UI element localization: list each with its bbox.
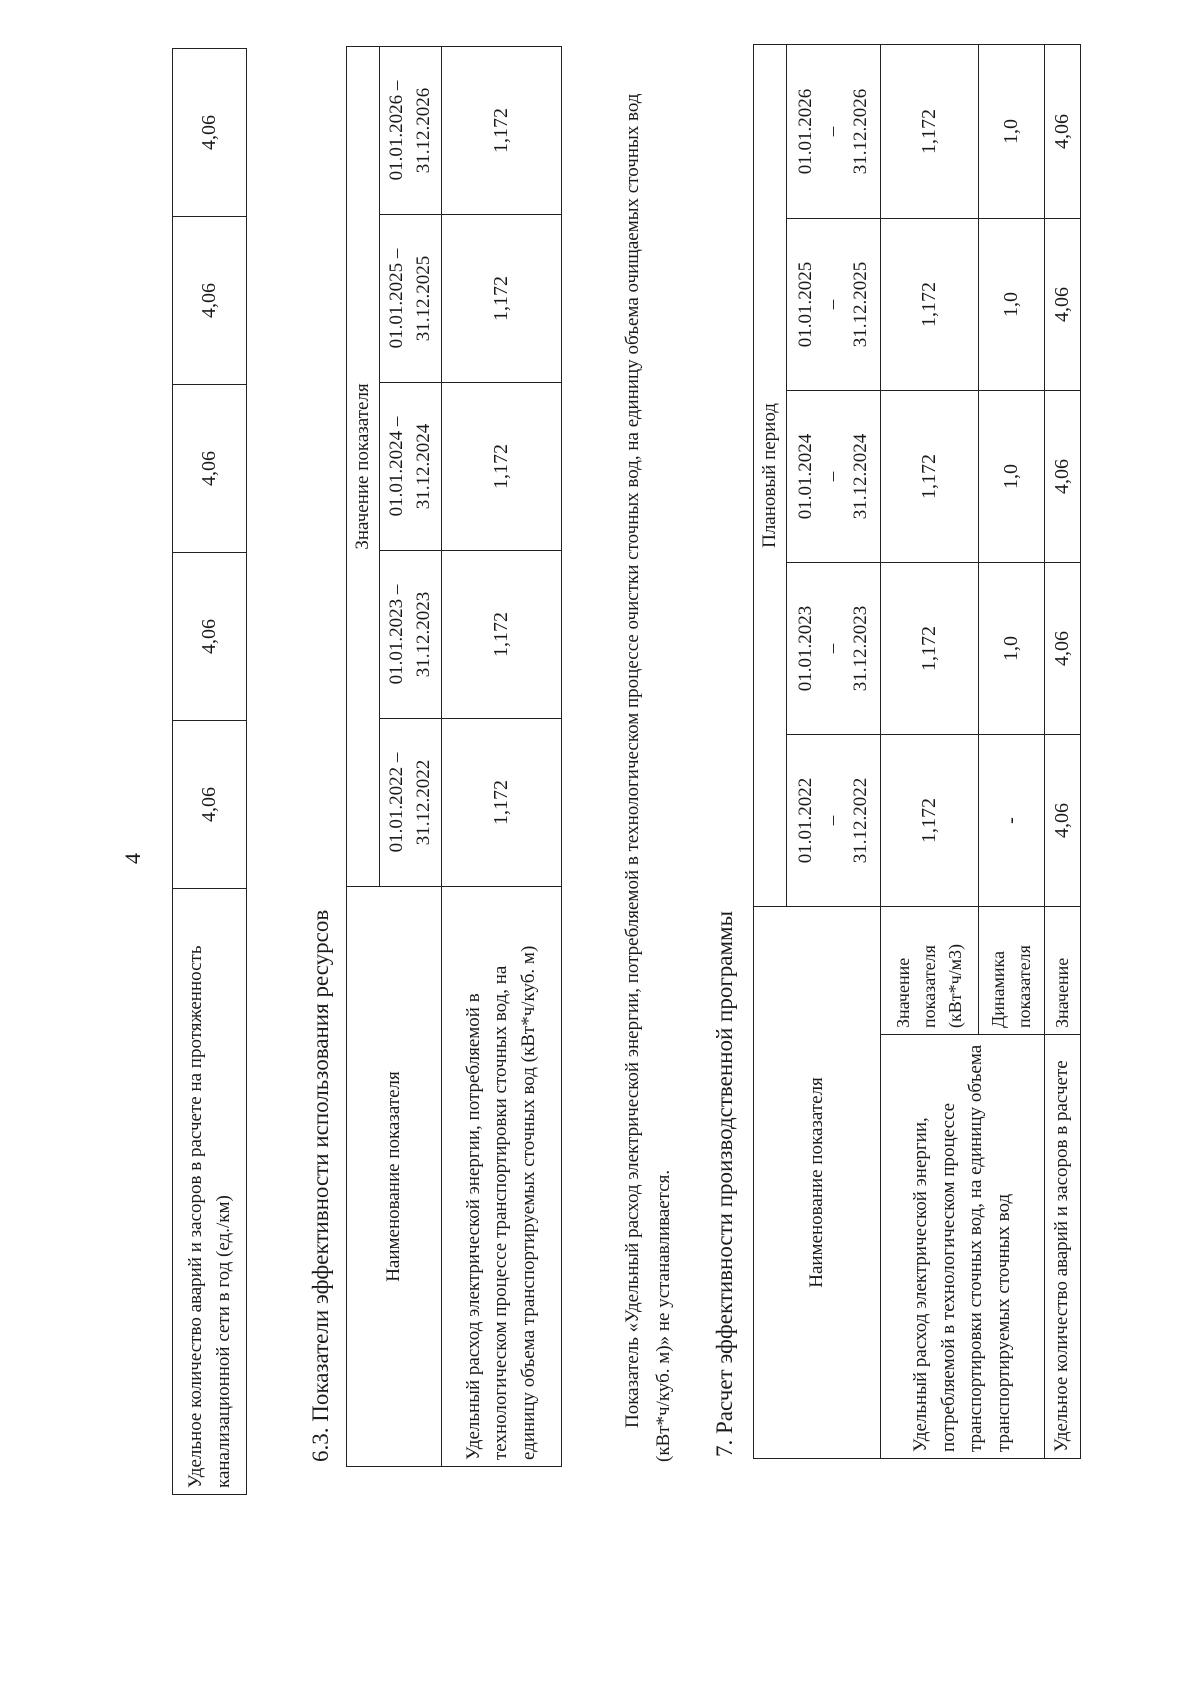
table-top [172, 48, 247, 1495]
value-cell: 4,06 [1044, 218, 1080, 390]
sub-label: Значение показателя (кВт*ч/м3) [880, 906, 978, 1034]
value-cell: 1,172 [880, 218, 978, 390]
row-name: Удельное количество аварий и засоров в расчете [1044, 1035, 1080, 1459]
period-header: 01.01.2023 – 31.12.2023 [786, 562, 880, 734]
row-name: Удельный расход электрической энергии, потребляемой в технологическом процессе транспортировки сточных вод, на единицу объема транспортируемых сточных вод [880, 1035, 1044, 1459]
value-cell: 4,06 [1044, 734, 1080, 906]
header-group: Плановый период [754, 44, 787, 906]
header-group: Значение показателя [347, 46, 380, 886]
table-row [880, 44, 978, 1458]
table-row [173, 49, 247, 1495]
period-header: 01.01.2025 – 31.12.2025 [786, 218, 880, 390]
section-7-title: 7. Расчет эффективности производственной программы [712, 910, 737, 1457]
value-cell: 4,06 [173, 721, 247, 889]
value-cell: 1,172 [441, 215, 561, 383]
table-7 [753, 44, 1081, 1459]
value-cell: - [978, 734, 1044, 906]
sub-label: Значение [1044, 906, 1080, 1034]
period-header: 01.01.2026 – 31.12.2026 [379, 46, 441, 214]
value-cell: 4,06 [1044, 390, 1080, 562]
table-row [441, 46, 561, 1466]
sub-label: Динамика показателя [978, 906, 1044, 1034]
value-cell: 4,06 [1044, 562, 1080, 734]
page-number: 4 [120, 853, 145, 864]
section-6-3-title: 6.3. Показатели эффективности использования ресурсов [308, 909, 333, 1462]
value-cell: 1,172 [441, 551, 561, 719]
value-cell: 1,172 [880, 44, 978, 218]
period-header: 01.01.2022 – 31.12.2022 [786, 734, 880, 906]
header-name: Наименование показателя [347, 887, 442, 1467]
period-header: 01.01.2024 – 31.12.2024 [786, 390, 880, 562]
value-cell: 4,06 [173, 553, 247, 721]
row-name: Удельное количество аварий и засоров в расчете на протяженность канализационной сети в год (ед./км) [173, 889, 247, 1495]
value-cell: 1,172 [441, 46, 561, 214]
value-cell: 1,172 [441, 383, 561, 551]
table-header-row [754, 44, 787, 1458]
value-cell: 1,172 [880, 734, 978, 906]
value-cell: 4,06 [173, 49, 247, 217]
header-name: Наименование показателя [754, 906, 881, 1458]
section-6-3-note: Показатель «Удельный расход электрической энергии, потребляемой в технологическом процессе очистки сточных вод, на единицу объема очищаемых сточных вод (кВт*ч/куб. м)» не устанавливается. [622, 93, 675, 1462]
row-name: Удельный расход электрической энергии, потребляемой в технологическом процессе транспортировки сточных вод, на единицу объема транспортируемых сточных вод (кВт*ч/куб. м) [441, 887, 561, 1467]
value-cell: 4,06 [173, 217, 247, 385]
value-cell: 1,0 [978, 562, 1044, 734]
value-cell: 1,0 [978, 44, 1044, 218]
period-header: 01.01.2025 – 31.12.2025 [379, 215, 441, 383]
value-cell: 1,0 [978, 218, 1044, 390]
value-cell: 1,172 [880, 390, 978, 562]
period-header: 01.01.2026 – 31.12.2026 [786, 44, 880, 218]
value-cell: 4,06 [1044, 44, 1080, 218]
period-header: 01.01.2024 – 31.12.2024 [379, 383, 441, 551]
table-6-3 [346, 46, 562, 1467]
value-cell: 4,06 [173, 385, 247, 553]
period-header: 01.01.2023 – 31.12.2023 [379, 551, 441, 719]
table-row [1044, 44, 1080, 1458]
table-header-row [347, 46, 380, 1466]
value-cell: 1,172 [441, 719, 561, 887]
value-cell: 1,172 [880, 562, 978, 734]
value-cell: 1,0 [978, 390, 1044, 562]
period-header: 01.01.2022 – 31.12.2022 [379, 719, 441, 887]
